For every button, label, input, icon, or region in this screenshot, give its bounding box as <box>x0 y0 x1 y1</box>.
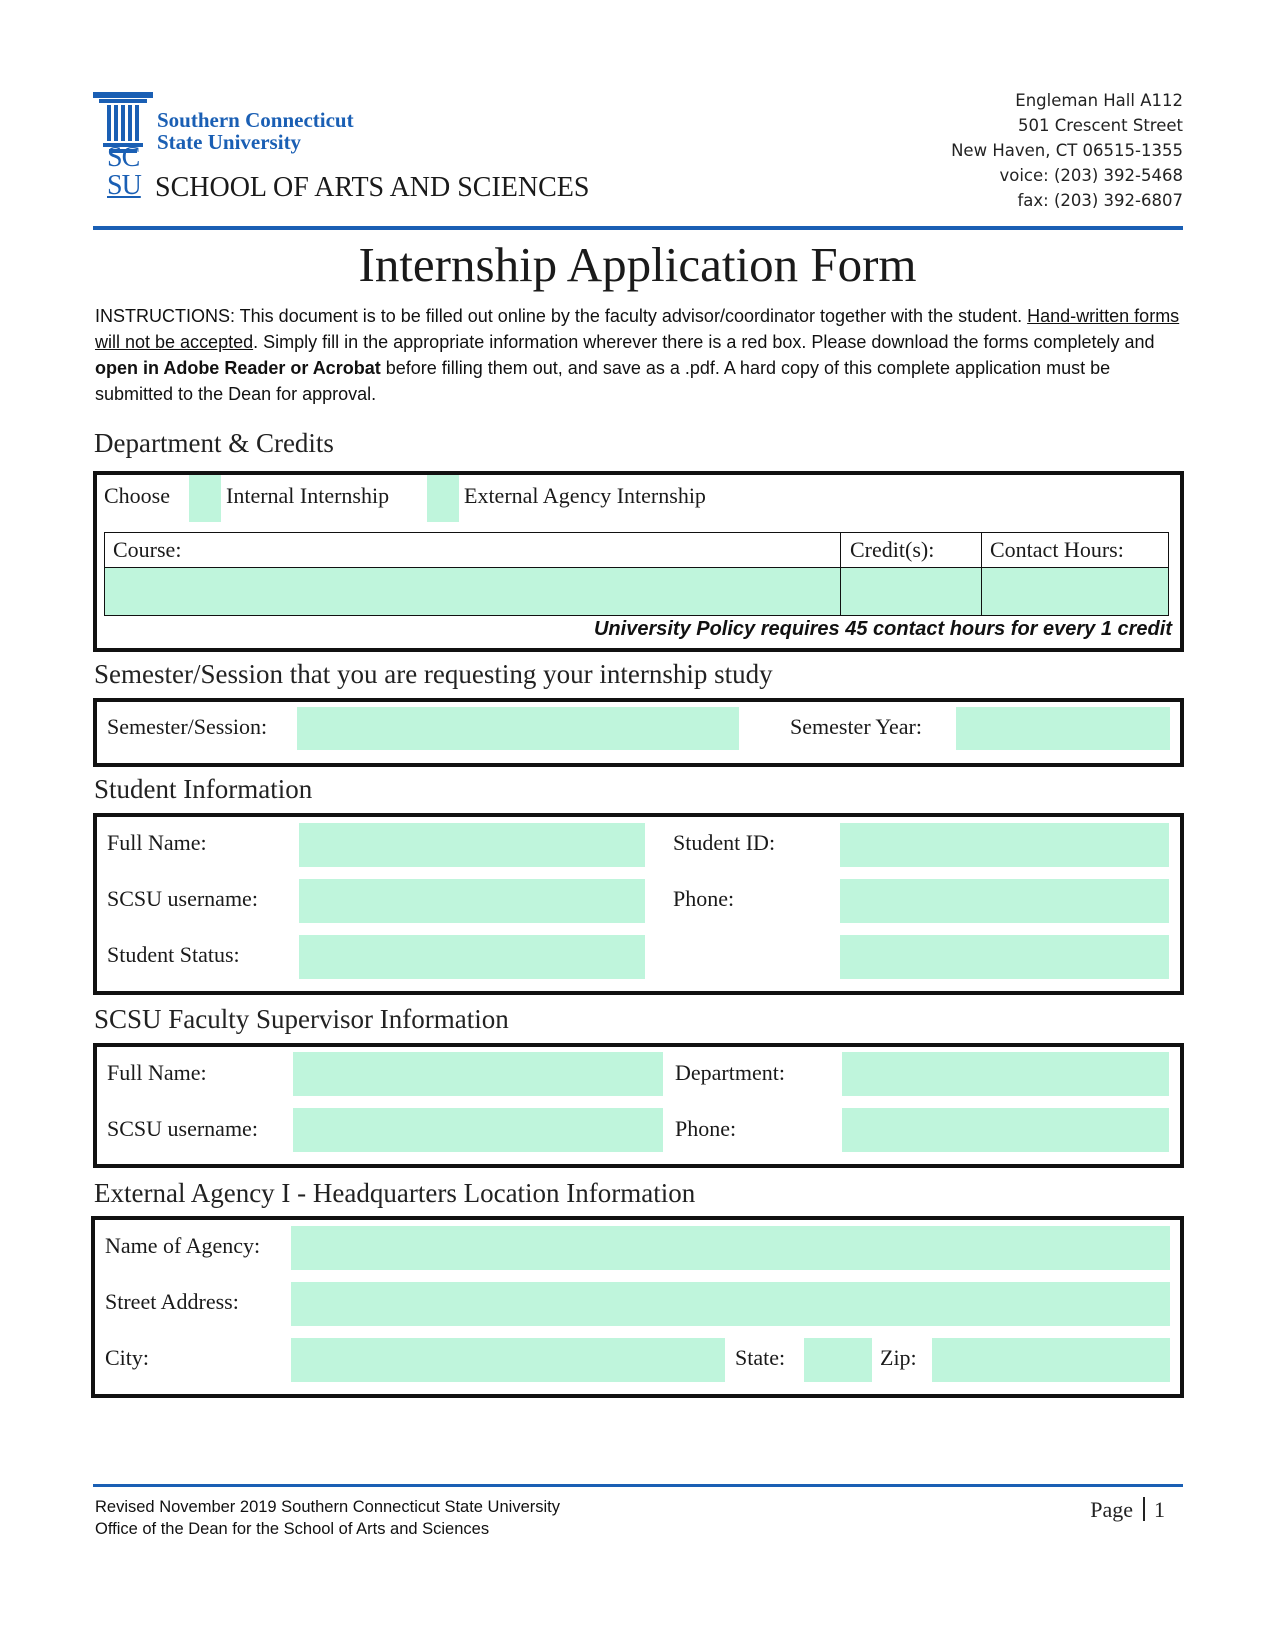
semester-session-label: Semester/Session: <box>107 714 268 739</box>
student-extra-field[interactable] <box>840 935 1169 979</box>
address-line-1: Engleman Hall A112 <box>1015 91 1183 110</box>
student-status-field[interactable] <box>299 935 645 979</box>
logo-sc: SC <box>107 142 140 173</box>
semester-session-field[interactable] <box>297 707 739 750</box>
agency-state-field[interactable] <box>804 1338 872 1382</box>
address-line-2: 501 Crescent Street <box>1018 116 1183 135</box>
instructions-part3: before filling them out, and save as a .pdf. A hard copy of this complete application must be submitted to the Dean for approval. <box>95 358 1111 404</box>
instructions-bold: open in Adobe Reader or Acrobat <box>95 358 381 378</box>
instructions-part2: . Simply fill in the appropriate information wherever there is a red box. Please download the forms completely and <box>253 332 1155 352</box>
student-phone-field[interactable] <box>840 879 1169 923</box>
section-title-dept-credits: Department & Credits <box>94 428 334 458</box>
agency-name-label: Name of Agency: <box>105 1233 261 1258</box>
choose-label: Choose <box>104 483 170 508</box>
faculty-phone-field[interactable] <box>842 1108 1169 1152</box>
school-name: SCHOOL OF ARTS AND SCIENCES <box>155 172 590 203</box>
course-header-cell <box>104 532 841 568</box>
student-full-name-label: Full Name: <box>107 830 207 855</box>
page-title: Internship Application Form <box>358 237 917 292</box>
footer-office: Office of the Dean for the School of Arts and Sciences <box>95 1520 490 1538</box>
address-line-3: New Haven, CT 06515-1355 <box>951 141 1183 160</box>
section-title-student: Student Information <box>94 774 313 804</box>
university-name-line2: State University <box>157 130 302 154</box>
faculty-username-field[interactable] <box>293 1108 663 1152</box>
page-value: 1 <box>1154 1497 1165 1522</box>
university-logo <box>93 92 153 204</box>
faculty-department-field[interactable] <box>842 1052 1169 1096</box>
page-number <box>1090 1497 1165 1523</box>
student-username-field[interactable] <box>299 879 645 923</box>
external-internship-label: External Agency Internship <box>464 483 706 508</box>
section-title-faculty: SCSU Faculty Supervisor Information <box>94 1004 509 1034</box>
faculty-phone-label: Phone: <box>675 1116 737 1141</box>
agency-name-field[interactable] <box>291 1226 1170 1270</box>
agency-street-label: Street Address: <box>105 1289 239 1314</box>
contact-hours-field[interactable] <box>982 568 1168 615</box>
university-name-line1: Southern Connecticut <box>157 108 354 132</box>
agency-state-label: State: <box>735 1345 786 1370</box>
page-label: Page <box>1090 1497 1133 1522</box>
instructions-underlined: Hand-written forms will not be accepted <box>95 306 1180 352</box>
address-voice: voice: (203) 392-5468 <box>999 166 1183 185</box>
faculty-department-label: Department: <box>675 1060 785 1085</box>
instructions-part1: INSTRUCTIONS: This document is to be filled out online by the faculty advisor/coordinator together with the student. <box>95 306 1023 326</box>
internal-internship-checkbox[interactable] <box>189 475 221 522</box>
agency-street-field[interactable] <box>291 1282 1170 1326</box>
contact-hours-column-header: Contact Hours: <box>990 537 1124 562</box>
student-status-label: Student Status: <box>107 942 240 967</box>
faculty-username-label: SCSU username: <box>107 1116 258 1141</box>
section-title-agency: External Agency I - Headquarters Location Information <box>94 1178 696 1208</box>
course-column-header: Course: <box>113 537 182 562</box>
instructions <box>95 303 1185 407</box>
credits-column-header: Credit(s): <box>850 537 935 562</box>
section-title-semester: Semester/Session that you are requesting your internship study <box>94 659 773 689</box>
student-id-label: Student ID: <box>673 830 776 855</box>
footer-rule <box>93 1484 1183 1487</box>
student-phone-label: Phone: <box>673 886 735 911</box>
student-full-name-field[interactable] <box>299 823 645 867</box>
faculty-full-name-label: Full Name: <box>107 1060 207 1085</box>
agency-city-label: City: <box>105 1345 150 1370</box>
external-internship-checkbox[interactable] <box>427 475 459 522</box>
internal-internship-label: Internal Internship <box>226 483 390 508</box>
agency-city-field[interactable] <box>291 1338 725 1382</box>
credits-field[interactable] <box>841 568 981 615</box>
student-username-label: SCSU username: <box>107 886 258 911</box>
faculty-full-name-field[interactable] <box>293 1052 663 1096</box>
course-field[interactable] <box>105 568 840 615</box>
logo-su: SU <box>107 170 141 201</box>
footer-revision: Revised November 2019 Southern Connecticut State University <box>95 1498 560 1516</box>
semester-year-label: Semester Year: <box>790 714 922 739</box>
page-divider <box>1143 1497 1145 1521</box>
address-fax: fax: (203) 392-6807 <box>1017 191 1183 210</box>
agency-zip-field[interactable] <box>932 1338 1170 1382</box>
semester-year-field[interactable] <box>956 707 1170 750</box>
agency-zip-label: Zip: <box>880 1345 917 1370</box>
credit-policy-note: University Policy requires 45 contact hours for every 1 credit <box>593 618 1172 640</box>
header-rule <box>93 226 1183 230</box>
student-id-field[interactable] <box>840 823 1169 867</box>
